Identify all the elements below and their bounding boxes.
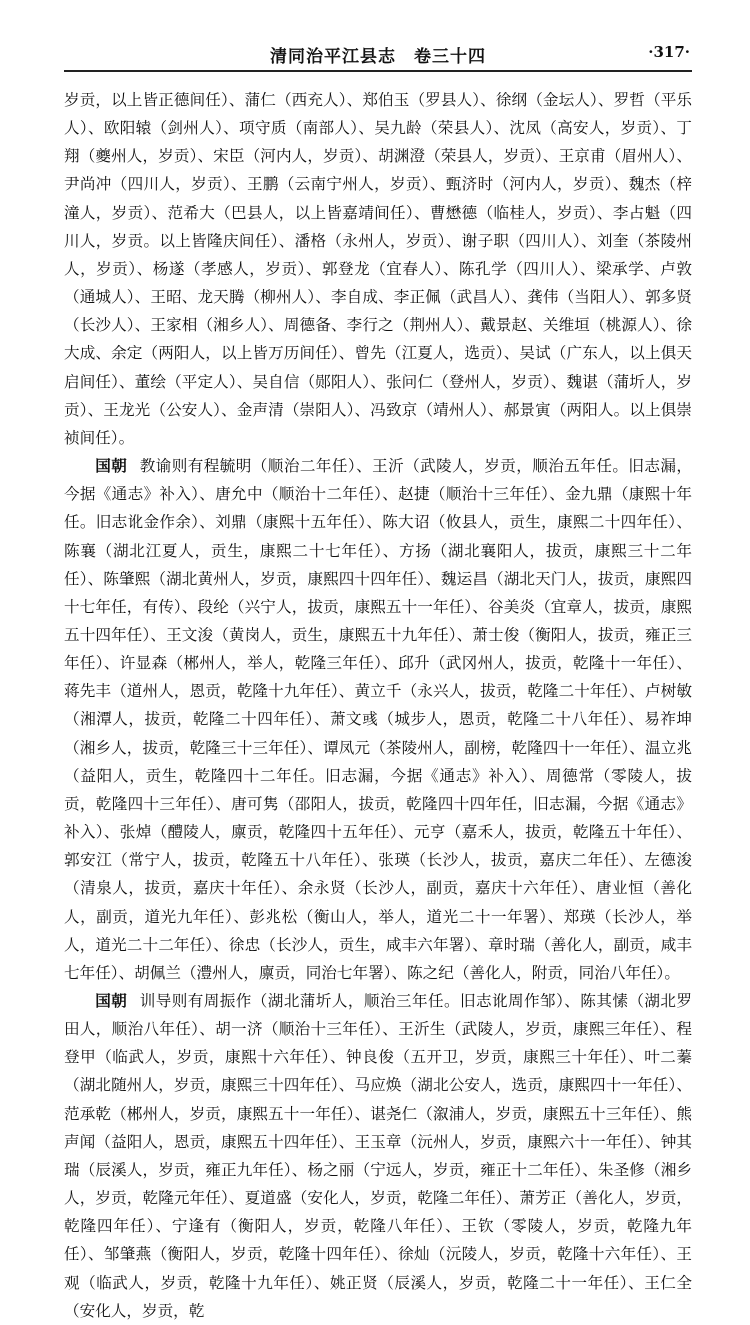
- paragraph-text: 教谕则有程毓明（顺治二年任）、王沂（武陵人，岁贡，顺治五年任。旧志漏，今据《通志》补入）、唐允中（顺治十二年任）、赵捷（顺治十三年任）、金九鼎（康熙十年任。旧志讹金作余）、刘鼎（康熙十五年任）、陈大诏（攸县人，贡生，康熙二十四年任）、陈襄（湖北江夏人，贡生，康熙二十七年任）、方扬（湖北襄阳人，拔贡，康熙三十二年任）、陈肇熙（湖北黄州人，岁贡，康熙四十四年任）、魏运昌（湖北天门人，拔贡，康熙四十七年任，有传）、段纶（兴宁人，拔贡，康熙五十一年任）、谷美炎（宜章人，拔贡，康熙五十四年任）、王文浚（黄岗人，贡生，康熙五十九年任）、萧士俊（衡阳人，拔贡，雍正三年任）、许显森（郴州人，举人，乾隆三年任）、邱升（武冈州人，拔贡，乾隆十一年任）、蒋先丰（道州人，恩贡，乾隆十九年任）、黄立千（永兴人，拔贡，乾隆二十年任）、卢树敏（湘潭人，拔贡，乾隆二十四年任）、萧文彧（城步人，恩贡，乾隆二十八年任）、易祚坤（湘乡人，拔贡，乾隆三十三年任）、谭凤元（茶陵州人，副榜，乾隆四十一年任）、温立兆（益阳人，贡生，乾隆四十二年任。旧志漏，今据《通志》补入）、周德常（零陵人，拔贡，乾隆四十三年任）、唐可隽（邵阳人，拔贡，乾隆四十四年任，旧志漏，今据《通志》补入）、张焯（醴陵人，廪贡，乾隆四十五年任）、元亨（嘉禾人，拔贡，乾隆五十年任）、郭安江（常宁人，拔贡，乾隆五十八年任）、张瑛（长沙人，拔贡，嘉庆二年任）、左德浚（清泉人，拔贡，嘉庆十年任）、余永贤（长沙人，副贡，嘉庆十六年任）、唐业恒（善化人，副贡，道光九年任）、彭兆松（衡山人，举人，道光二十一年署）、郑瑛（长沙人，举人，道光二十二年任）、徐忠（长沙人，贡生，咸丰六年署）、章时瑞（善化人，副贡，咸丰七年任）、胡佩兰（澧州人，廪贡，同治七年署）、陈之纪（善化人，附贡，同治八年任）。: [64, 457, 692, 982]
- paragraph-text: 训导则有周振作（湖北蒲圻人，顺治三年任。旧志讹周作邹）、陈其愫（湖北罗田人，顺治八年任）、胡一济（顺治十三年任）、王沂生（武陵人，岁贡，康熙三年任）、程登甲（临武人，岁贡，康熙十六年任）、钟良俊（五开卫，岁贡，康熙三十年任）、叶二蓁（湖北随州人，岁贡，康熙三十四年任）、马应焕（湖北公安人，选贡，康熙四十一年任）、范承乾（郴州人，岁贡，康熙五十一年任）、谌尧仁（溆浦人，岁贡，康熙五十三年任）、熊声闻（益阳人，恩贡，康熙五十四年任）、王玉章（沅州人，岁贡，康熙六十一年任）、钟其瑞（辰溪人，岁贡，雍正九年任）、杨之丽（宁远人，岁贡，雍正十二年任）、朱圣修（湘乡人，岁贡，乾隆元年任）、夏道盛（安化人，岁贡，乾隆二年任）、萧芳正（善化人，岁贡，乾隆四年任）、宁逢有（衡阳人，岁贡，乾隆八年任）、王钦（零陵人，岁贡，乾隆九年任）、邹肇燕（衡阳人，岁贡，乾隆十四年任）、徐灿（沅陵人，岁贡，乾隆十六年任）、王观（临武人，岁贡，乾隆十九年任）、姚正贤（辰溪人，岁贡，乾隆二十一年任）、王仁全（安化人，岁贡，乾: [64, 992, 692, 1320]
- paragraph-xundao: [64, 987, 692, 1325]
- page-number: ·317·: [648, 43, 690, 61]
- paragraph-lead: 国朝: [95, 991, 128, 1010]
- body-text: [64, 86, 692, 1325]
- paragraph-lead: 国朝: [95, 456, 128, 476]
- book-title: 清同治平江县志 卷三十四: [270, 47, 486, 67]
- page-header: [64, 40, 692, 72]
- paragraph-text: 岁贡，以上皆正德间任）、蒲仁（西充人）、郑伯玉（罗县人）、徐纲（金坛人）、罗哲（平乐人）、欧阳辕（剑州人）、项守质（南部人）、吴九龄（荣县人）、沈凤（高安人，岁贡）、丁翔（夔州人，岁贡）、宋臣（河内人，岁贡）、胡渊澄（荣县人，岁贡）、王京甫（眉州人）、尹尚冲（四川人，岁贡）、王鹏（云南宁州人，岁贡）、甄济时（河内人，岁贡）、魏杰（梓潼人，岁贡）、范希大（巴县人，以上皆嘉靖间任）、曹懋德（临桂人，岁贡）、李占魁（四川人，岁贡。以上皆隆庆间任）、潘格（永州人，岁贡）、谢子职（四川人）、刘奎（茶陵州人，岁贡）、杨遂（孝感人，岁贡）、郭登龙（宜春人）、陈孔学（四川人）、梁承学、卢敦（通城人）、王昭、龙天腾（柳州人）、李自成、李正佩（武昌人）、龚伟（当阳人）、郭多贤（长沙人）、王家相（湘乡人）、周德备、李行之（荆州人）、戴景赵、关维垣（桃源人）、徐大成、余定（两阳人，以上皆万历间任）、曾先（江夏人，选贡）、吴试（广东人，以上俱天启间任）、董绘（平定人）、吴自信（郧阳人）、张问仁（登州人，岁贡）、魏谌（蒲圻人，岁贡）、王龙光（公安人）、金声清（崇阳人）、冯致京（靖州人）、郝景寅（两阳人。以上俱崇祯间任）。: [64, 91, 692, 447]
- paragraph-continued: [64, 86, 692, 452]
- paragraph-jiaoyu: [64, 452, 692, 987]
